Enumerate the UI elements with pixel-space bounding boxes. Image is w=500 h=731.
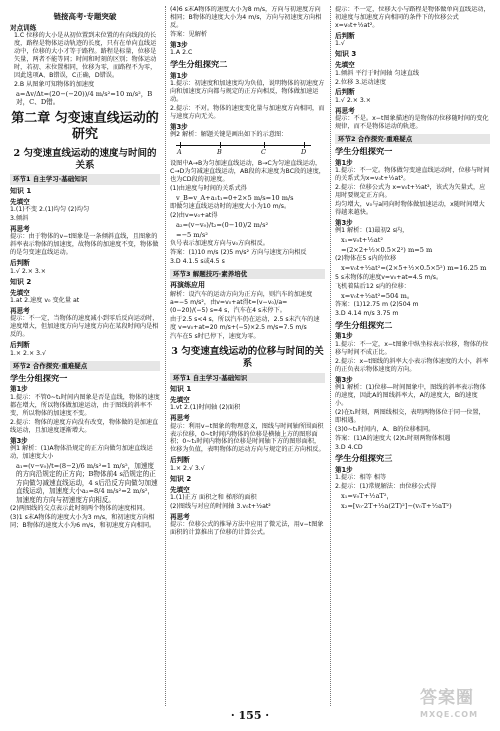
text-line: 解析：设汽车的运动方向为正方向，则汽车的加速度 a=−5 m/s²，由v=v₀+at得t=(v−v₀)/a=(0−20)/(−5) s=4 s，汽车在4 s末停下。 [170, 291, 313, 315]
text-line: 1.vt 2.(1)时间轴 (2)面积 [170, 404, 241, 412]
column-right [335, 6, 490, 706]
text-line: 2.提示：物体的速度方向没有改变，物体做的是加速直线运动，且加速度逐渐增大。 [10, 418, 159, 434]
knowledge-heading: 知识 1 [10, 186, 32, 195]
text-line: 提示：不是。x−t图象描述的是物体的位移随时间的变化规律，而不是物体运动的轨迹。 [335, 115, 489, 131]
text-line: (3)1 s末A物体的速度大小为3 m/s，和初速度方向相同；B物体的速度大小为6 m/s，和初速度方向相同。 [10, 513, 156, 529]
knowledge-heading: 知识 2 [170, 474, 192, 483]
text-line: 提示：不一定，位移大小与路程是物体做单向直线运动，初速度与加速度方向相同的条件下的位移公式x=v₀t+½at²。 [335, 6, 490, 29]
text-line: 提示：不一定，当物体的速度减小到零后反向运动时，速度增大，但加速度方向与速度方向在某段时间内是相反的。 [10, 315, 159, 339]
judge-heading: 后判断 [335, 88, 355, 97]
column-left [10, 6, 160, 706]
text-line: 1.C 位移的大小是从初位置到末位置的有向线段的长度，路程是物体运动轨迹的长度，只有在单向直线运动中，位移的大小才等于路程。路程是标量，位移是矢量，两者不能等同；时间和时刻的区别；物体运动时，若初、末位置相同，位移为零，而路程不为零，因此选项A、B错误，C正确，D错误。 [14, 32, 157, 79]
exercise-heading: 对点训练 [10, 23, 37, 32]
text-line: 由于2.5 s<4 s，所以汽车仍在运动，2.5 s末汽车的速度 v=v₀+at=20 m/s+(−5)×2.5 m/s=7.5 m/s [170, 315, 320, 331]
motion-diagram [176, 141, 316, 157]
text-line: 1.提示：不管0~t₁时间内图象是否是直线，物体的速度都在增大，所以物体做加速运动，由于图线的斜率不变，所以物体的加速度不变。 [10, 393, 160, 417]
segment-bar: 环节3 解题技巧·素养培优 [170, 269, 325, 279]
text-line: 答案：(1)10 m/s (2)5 m/s² 方向与速度方向相反 [170, 249, 307, 256]
text-line: 均匀增大，v₀与a同向时物体做加速运动，x随时间增大得越来越快。 [335, 201, 485, 217]
fill-heading: 先填空 [10, 288, 30, 297]
text-line: 设图中A→B为匀加速直线运动，B→C为匀速直线运动，C→D为匀减速直线运动，AB段的末速度为BC段的速度，也为CD段的初速度。 [170, 160, 325, 183]
text-line: 1.提示：相等 相等 [335, 474, 387, 482]
column-divider [165, 6, 166, 706]
text-line: (4)6 s末A物体的速度大小为8 m/s，方向与初速度方向相同；B物体的速度大小为4 m/s，方向与初速度方向相反。 [170, 6, 322, 29]
text-line: 例1 解析：(1)位移—时间图象中，图线的斜率表示物体的速度，因此A的图线斜率大，A的速度大，B的速度小。 [335, 383, 486, 407]
point-label: B [217, 148, 222, 157]
text-line: 1.√ 2.× 3.× [335, 96, 371, 104]
group-heading: 学生分组探究二 [335, 319, 393, 330]
text-line: 提示：利用v−t图象的物理意义，图线与时间轴所围面积表示位移，0~t时间内物体的位移是横轴上方的图形面积；0~t₁时间内物体的位移是时间轴下方的图形面积，位移为负值，表明物体的运动方向与规定的正方向相反。 [170, 422, 325, 454]
formula: x₁=v₀T+½aT²， [341, 492, 394, 501]
formula: =−5 m/s² [176, 230, 208, 239]
column-middle [170, 6, 325, 706]
text-line: 例2 解析：解题关键是画出如下的示意图： [170, 131, 288, 139]
text-line: 1.提示：不一定。物体做匀变速直线运动时，位移与时间的关系式为x=v₀t+½at²。 [335, 167, 490, 183]
step-heading: 第3步 [170, 122, 188, 131]
group-heading: 学生分组探究一 [10, 372, 68, 383]
page [10, 6, 492, 706]
think-heading: 再思考 [10, 224, 30, 233]
formula: a=Δv/Δt=(20−(−20))/4 m/s²=10 m/s²，B对，C、D错。 [16, 89, 153, 107]
text-line: 提示：位移公式的推导方法中应用了微元法，用v−t图象面积的计算推出了位移的计算公式。 [170, 521, 324, 537]
judge-heading: 后判断 [10, 341, 30, 350]
judge-heading: 后判断 [335, 31, 355, 40]
group-heading: 学生分组探究三 [335, 453, 393, 464]
banner-title: 链接高考·专题突破 [53, 12, 117, 21]
text-line: 3.D 4.14 m/s 3.75 m [335, 309, 399, 317]
step-heading: 第3步 [335, 219, 353, 228]
formula: a₂=(v−v₀)/t₂=(0−10)/2 m/s² [176, 221, 269, 230]
text-line: 2.提示：x−t图线的斜率大小表示物体速度的大小，斜率的正负表示物体速度的方向。 [335, 357, 489, 373]
formula: x=v₀t+½at²=(2×5+½×0.5×5²) m=16.25 m [341, 264, 487, 273]
group-heading: 学生分组探究一 [335, 146, 393, 157]
text-line: 例1 解析：(1)最初2 s内， [335, 227, 409, 235]
chapter-title: 第二章 匀变速直线运动的研究 [11, 111, 159, 143]
text-line: 1.at 2.速度 v₀ 变化量 at [10, 297, 80, 304]
text-line: 答案：(1)A的速度大 (2)t₁时刻两物体相遇 [335, 434, 451, 442]
text-line: 2.提示：位移公式为 x=v₀t+½at²，该式为矢量式，应用时要规定正方向。 [335, 184, 486, 200]
formula: x=v₀t+½at²=504 m。 [341, 291, 414, 300]
text-line: 答案：见解析 [170, 30, 208, 38]
formula: v_B=v_A+a₁t₁=0+2×5 m/s=10 m/s [176, 193, 294, 202]
text-line: 1.√ 2.× 3.× [10, 267, 46, 275]
fill-heading: 先填空 [170, 485, 190, 494]
text-line: 1.提示：初速度和加速度均为负值，说明物体的初速度方向和加速度方向都与规定的正方向相反，物体做加速运动。 [170, 80, 325, 103]
text-line: 2.提示：不对。物体的速度变化量与加速度方向相同，而与速度方向无关。 [170, 104, 325, 120]
step-heading: 第1步 [10, 385, 28, 394]
step-heading: 第3步 [170, 40, 188, 49]
formula: a₁=(v−v₀)/t=(8−2)/6 m/s²=1 m/s²，加速度的方向沿规定的正方向；B物体前4 s沿规定的正方向做匀减速直线运动，4 s后沿反方向做匀加速直线运动，加速度大小a₂=8/4 m/s²=2 m/s²，加速度的方向与初速度方向相反。 [16, 461, 158, 504]
point-label: D [301, 148, 307, 157]
text-line: 1.倾斜 平行于时间轴 匀速直线 [335, 69, 420, 77]
segment-bar: 环节2 合作探究·重难疑点 [335, 134, 490, 144]
segment-bar: 环节2 合作探究·重难疑点 [10, 361, 160, 371]
text-line: 1.√ [335, 40, 345, 48]
fill-heading: 先填空 [335, 61, 355, 70]
think-heading: 再思考 [10, 306, 30, 315]
text-line: 负号表示加速度方向与v₀方向相反。 [170, 240, 269, 248]
judge-heading: 后判断 [10, 259, 30, 268]
text-line: 答案：(1)12.75 m (2)504 m [335, 300, 419, 308]
watermark-logo [420, 688, 494, 726]
text-line: 2.位移 3.运动速度 [335, 78, 386, 86]
fill-heading: 先填空 [10, 197, 30, 206]
text-line: (2)由v=v₀+at得 [170, 212, 218, 220]
step-heading: 第1步 [335, 465, 353, 474]
text-line: 1.× 2.× 3.√ [10, 349, 46, 357]
text-line: 即做匀速直线运动时的速度大小为10 m/s。 [170, 203, 291, 211]
text-line: 汽车在5 s时已停下，速度为零。 [170, 332, 260, 340]
step-heading: 第1步 [335, 332, 353, 341]
text-line: 1.提示：不一定，x−t图象中纵坐标表示位移，物体的位移与时间不成正比。 [335, 340, 489, 356]
point-label: A [177, 148, 182, 157]
text-line: (2)在t₁时刻，两图线相交，表明两物体位于同一位置，即相遇。 [335, 408, 485, 424]
text-line: 5 s末物体的速度v=v₀+at=4.5 m/s。 [335, 273, 443, 281]
fill-heading: 先填空 [170, 395, 190, 404]
step-heading: 第1步 [170, 71, 188, 80]
text-line: (2)图线与对应的时间轴 3.v₀t+½at² [170, 503, 271, 511]
think-heading: 再思考 [170, 512, 190, 521]
think-heading: 再思考 [170, 414, 190, 423]
text-line: (2)两图线的交点表示此时刻两个物体的速度相同。 [10, 505, 149, 512]
formula: x₁=v₀t+½at² [341, 236, 384, 245]
judge-heading: 后判断 [170, 456, 190, 465]
text-line: (3)0~t₁时间内，A、B的位移相同。 [335, 425, 435, 433]
step-heading: 第1步 [335, 158, 353, 167]
section-title: 3 匀变速直线运动的位移与时间的关系 [171, 345, 324, 369]
text-line: 3.D 4.CD [335, 443, 363, 451]
apply-heading: 再演练应用 [170, 281, 205, 290]
group-heading: 学生分组探究二 [170, 59, 228, 70]
text-line: 2.提示：(1)常规解法：由位移公式得 [335, 483, 437, 491]
step-heading: 第3步 [335, 375, 353, 384]
formula: x₂=[v₀·2T+½a(2T)²]−(v₀T+½aT²) [341, 501, 452, 510]
text-line: 1.× 2.√ 3.√ [170, 464, 205, 472]
point-label: C [261, 148, 266, 157]
knowledge-heading: 知识 1 [170, 384, 192, 393]
think-heading: 再思考 [335, 106, 355, 115]
segment-bar: 环节1 自主学习·基础知识 [170, 373, 325, 383]
column-divider [330, 6, 331, 706]
knowledge-heading: 知识 2 [10, 277, 32, 286]
text-line: (1)由速度与时间的关系式得 [170, 184, 247, 192]
text-line: 例1 解析：(1)A物体沿规定的正方向做匀加速直线运动，加速度大小 [10, 444, 153, 460]
step-heading: 第3步 [10, 436, 28, 445]
section-title: 2 匀变速直线运动的速度与时间的关系 [13, 147, 157, 171]
text-line: 1.A 2.C [170, 49, 193, 57]
track-line [176, 145, 311, 146]
formula: =(2×2+½×0.5×2²) m=5 m [341, 245, 433, 254]
text-line: 提示：由于物体的v−t图象是一条倾斜直线，且图象的斜率表示物体的加速度，故物体的加速度不变，物体做的是匀变速直线运动。 [10, 233, 159, 257]
text-line: 3.D 4.1.5 s或4.5 s [170, 257, 225, 265]
watermark-subtext: MXQE.COM [420, 709, 479, 719]
text-line: 1.(1)正方 面积之和 梯形的面积 [170, 494, 257, 502]
watermark-text: 答案圈 [420, 688, 474, 708]
text-line: 3.倾斜 [10, 215, 29, 223]
segment-bar: 环节1 自主学习·基础知识 [10, 174, 160, 184]
text-line: 2.B 从图象可知物体的加速度 [14, 80, 95, 88]
text-line: (2)物体在5 s内的位移 [335, 255, 397, 263]
text-line: 1.(1)不变 2.(1)均匀 (2)均匀 [10, 206, 90, 214]
text-line: 飞机着陆后12 s内的位移： [335, 282, 410, 290]
page-number: · 155 · [230, 709, 270, 722]
knowledge-heading: 知识 3 [335, 50, 357, 59]
